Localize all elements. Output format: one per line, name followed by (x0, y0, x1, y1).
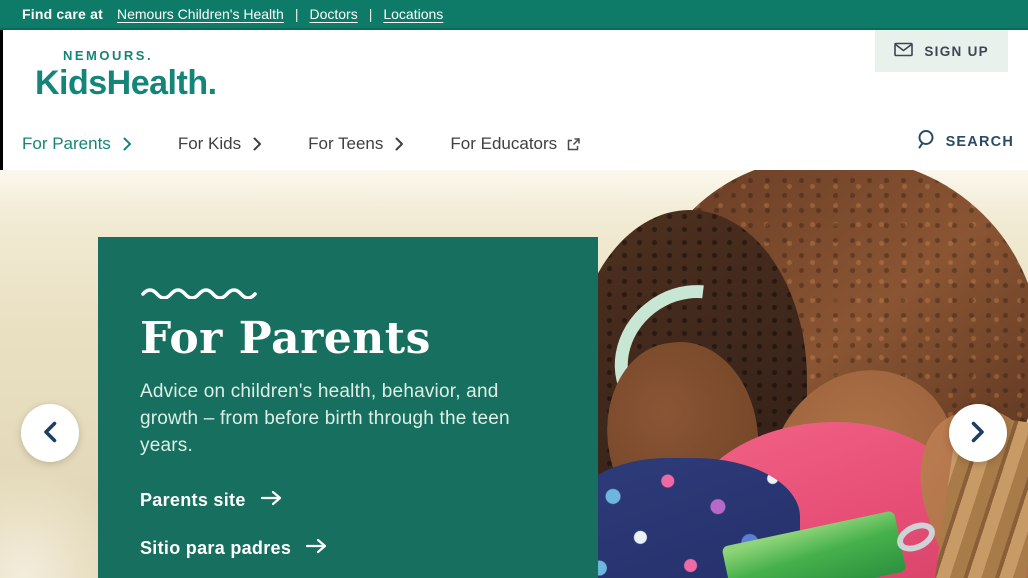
window-edge-strip (0, 30, 3, 170)
sign-up-label: SIGN UP (924, 43, 989, 59)
nav-label: For Kids (177, 134, 242, 153)
separator: | (294, 6, 299, 22)
kidshealth-logo[interactable] (35, 48, 217, 103)
logo-nemours-text: NEMOURS. (63, 48, 154, 63)
arrow-right-icon (260, 490, 283, 511)
site-header (0, 30, 1028, 170)
utility-bar (0, 0, 1028, 30)
envelope-icon (894, 42, 913, 60)
nav-for-kids[interactable] (178, 134, 262, 154)
search-button[interactable] (916, 129, 1014, 154)
separator: | (368, 6, 373, 22)
chevron-right-icon (971, 421, 985, 446)
squiggle-divider-icon (140, 285, 556, 304)
parents-site-link[interactable] (140, 490, 556, 511)
arrow-right-icon (305, 538, 328, 559)
primary-nav (22, 134, 626, 154)
find-care-label: Find care at (22, 6, 103, 22)
carousel-next-button[interactable] (949, 404, 1007, 462)
nav-for-teens[interactable] (308, 134, 404, 154)
nav-label: For Educators (450, 134, 558, 153)
chevron-left-icon (43, 421, 57, 446)
chevron-right-icon (395, 137, 404, 151)
hero-title: For Parents (140, 313, 431, 364)
carousel-previous-button[interactable] (21, 404, 79, 462)
hero-card-for-parents (98, 237, 598, 578)
logo-kidshealth-text: KidsHealth. (35, 64, 217, 102)
chevron-right-icon (123, 137, 132, 151)
search-label: SEARCH (945, 133, 1014, 150)
link-doctors[interactable]: Doctors (309, 6, 358, 22)
external-link-icon (567, 138, 580, 151)
sitio-para-padres-label: Sitio para padres (140, 538, 292, 559)
link-locations[interactable]: Locations (383, 6, 444, 22)
search-icon (916, 129, 937, 154)
link-nemours-childrens-health[interactable]: Nemours Children's Health (116, 6, 284, 22)
sitio-para-padres-link[interactable] (140, 538, 556, 559)
chevron-right-icon (253, 137, 262, 151)
nav-for-parents[interactable] (22, 134, 132, 154)
nav-label: For Parents (22, 134, 111, 153)
nav-for-educators[interactable] (450, 134, 580, 154)
nav-label: For Teens (308, 134, 384, 153)
hero-description: Advice on children's health, behavior, and growth – from before birth through the teen years. (140, 381, 510, 457)
hero-carousel (0, 170, 1028, 578)
sign-up-button[interactable] (875, 30, 1008, 72)
parents-site-label: Parents site (140, 490, 246, 511)
